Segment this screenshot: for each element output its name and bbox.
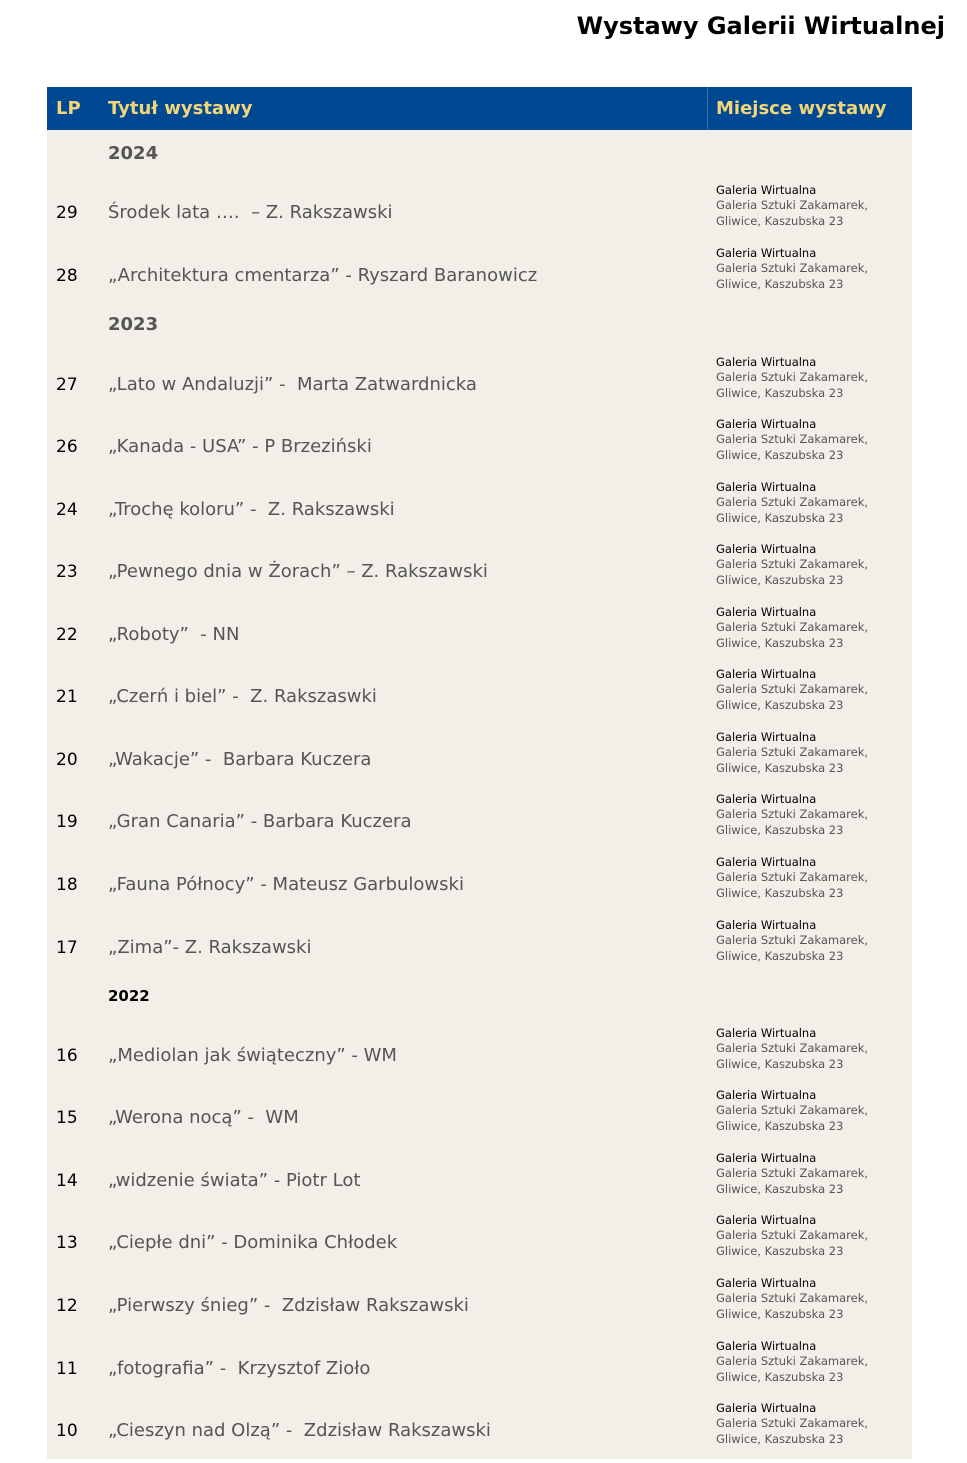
row-lp: 28 — [56, 266, 78, 286]
place-line2: Galeria Sztuki Zakamarek, — [716, 1166, 869, 1181]
place-line1: Galeria Wirtualna — [716, 1276, 817, 1290]
row-lp: 26 — [56, 437, 78, 457]
row-title: „Kanada - USA” - P Brzeziński — [108, 436, 372, 457]
place-line2: Galeria Sztuki Zakamarek, — [716, 261, 869, 276]
place-line1: Galeria Wirtualna — [716, 792, 817, 806]
place-line3: Gliwice, Kaszubska 23 — [716, 1306, 844, 1321]
place-line2: Galeria Sztuki Zakamarek, — [716, 807, 869, 822]
table-row — [47, 1151, 912, 1213]
place-line1: Galeria Wirtualna — [716, 1088, 817, 1102]
place-line2: Galeria Sztuki Zakamarek, — [716, 1041, 869, 1056]
table-row — [47, 855, 912, 917]
table-row — [47, 183, 912, 245]
row-title: „Cieszyn nad Olzą” - Zdzisław Rakszawski — [108, 1420, 491, 1441]
row-place — [716, 1339, 868, 1385]
place-line2: Galeria Sztuki Zakamarek, — [716, 1416, 869, 1431]
row-lp: 22 — [56, 625, 78, 645]
place-line3: Gliwice, Kaszubska 23 — [716, 948, 844, 963]
place-line3: Gliwice, Kaszubska 23 — [716, 822, 844, 837]
place-line1: Galeria Wirtualna — [716, 183, 817, 197]
place-line2: Galeria Sztuki Zakamarek, — [716, 745, 869, 760]
table-row — [47, 918, 912, 980]
table-row — [47, 1026, 912, 1088]
row-title: „fotografia” - Krzysztof Zioło — [108, 1358, 371, 1379]
row-lp: 21 — [56, 687, 78, 707]
year-heading-2022: 2022 — [108, 987, 150, 1005]
place-line2: Galeria Sztuki Zakamarek, — [716, 682, 869, 697]
row-lp: 16 — [56, 1046, 78, 1066]
header-title: Tytuł wystawy — [108, 98, 253, 119]
row-title: „Pewnego dnia w Żorach” – Z. Rakszawski — [108, 561, 488, 582]
place-line1: Galeria Wirtualna — [716, 667, 817, 681]
row-title: Środek lata …. – Z. Rakszawski — [108, 202, 393, 223]
row-place — [716, 417, 868, 463]
row-lp: 17 — [56, 938, 78, 958]
place-line1: Galeria Wirtualna — [716, 918, 817, 932]
place-line1: Galeria Wirtualna — [716, 730, 817, 744]
row-place — [716, 605, 868, 651]
place-line2: Galeria Sztuki Zakamarek, — [716, 557, 869, 572]
row-title: „Mediolan jak świąteczny” - WM — [108, 1045, 397, 1066]
place-line2: Galeria Sztuki Zakamarek, — [716, 870, 869, 885]
year-heading-2023: 2023 — [108, 314, 159, 335]
place-line3: Gliwice, Kaszubska 23 — [716, 1369, 844, 1384]
place-line2: Galeria Sztuki Zakamarek, — [716, 370, 869, 385]
place-line2: Galeria Sztuki Zakamarek, — [716, 1354, 869, 1369]
table-row — [47, 1276, 912, 1338]
place-line3: Gliwice, Kaszubska 23 — [716, 885, 844, 900]
table-row — [47, 1213, 912, 1275]
row-lp: 29 — [56, 203, 78, 223]
row-lp: 15 — [56, 1108, 78, 1128]
place-line3: Gliwice, Kaszubska 23 — [716, 1118, 844, 1133]
place-line2: Galeria Sztuki Zakamarek, — [716, 1103, 869, 1118]
header-lp: LP — [56, 98, 81, 119]
row-title: „Zima”- Z. Rakszawski — [108, 937, 312, 958]
place-line3: Gliwice, Kaszubska 23 — [716, 385, 844, 400]
page-title: Wystawy Galerii Wirtualnej — [576, 12, 945, 40]
row-title: „Czerń i biel” - Z. Rakszaswki — [108, 686, 377, 707]
row-place — [716, 542, 868, 588]
table-row — [47, 1339, 912, 1401]
row-title: „Gran Canaria” - Barbara Kuczera — [108, 811, 412, 832]
row-place — [716, 355, 868, 401]
place-line3: Gliwice, Kaszubska 23 — [716, 1431, 844, 1446]
row-place — [716, 183, 868, 229]
row-title: „Lato w Andaluzji” - Marta Zatwardnicka — [108, 374, 477, 395]
place-line2: Galeria Sztuki Zakamarek, — [716, 1228, 869, 1243]
place-line1: Galeria Wirtualna — [716, 1339, 817, 1353]
row-title: „widzenie świata” - Piotr Lot — [108, 1170, 361, 1191]
table-row — [47, 792, 912, 854]
table-row — [47, 355, 912, 417]
place-line1: Galeria Wirtualna — [716, 1151, 817, 1165]
row-lp: 12 — [56, 1296, 78, 1316]
place-line1: Galeria Wirtualna — [716, 1026, 817, 1040]
row-title: „Pierwszy śnieg” - Zdzisław Rakszawski — [108, 1295, 469, 1316]
table-row — [47, 480, 912, 542]
table-row — [47, 605, 912, 667]
table-row — [47, 1401, 912, 1463]
place-line3: Gliwice, Kaszubska 23 — [716, 447, 844, 462]
row-place — [716, 246, 868, 292]
row-place — [716, 480, 868, 526]
row-place — [716, 1088, 868, 1134]
row-lp: 19 — [56, 812, 78, 832]
table-row — [47, 542, 912, 604]
header-divider — [707, 87, 708, 130]
place-line3: Gliwice, Kaszubska 23 — [716, 635, 844, 650]
row-place — [716, 1026, 868, 1072]
row-title: „Roboty” - NN — [108, 624, 240, 645]
place-line3: Gliwice, Kaszubska 23 — [716, 213, 844, 228]
place-line3: Gliwice, Kaszubska 23 — [716, 697, 844, 712]
place-line1: Galeria Wirtualna — [716, 855, 817, 869]
place-line1: Galeria Wirtualna — [716, 1213, 817, 1227]
row-place — [716, 1401, 868, 1447]
row-title: „Fauna Północy” - Mateusz Garbulowski — [108, 874, 464, 895]
table-row — [47, 1088, 912, 1150]
table-row — [47, 667, 912, 729]
row-title: „Werona nocą” - WM — [108, 1107, 299, 1128]
place-line3: Gliwice, Kaszubska 23 — [716, 1181, 844, 1196]
place-line2: Galeria Sztuki Zakamarek, — [716, 620, 869, 635]
place-line3: Gliwice, Kaszubska 23 — [716, 510, 844, 525]
row-lp: 20 — [56, 750, 78, 770]
row-title: „Architektura cmentarza” - Ryszard Baranowicz — [108, 265, 538, 286]
row-lp: 23 — [56, 562, 78, 582]
row-lp: 10 — [56, 1421, 78, 1441]
row-title: „Wakacje” - Barbara Kuczera — [108, 749, 372, 770]
place-line3: Gliwice, Kaszubska 23 — [716, 572, 844, 587]
place-line1: Galeria Wirtualna — [716, 1401, 817, 1415]
row-title: „Ciepłe dni” - Dominika Chłodek — [108, 1232, 398, 1253]
row-lp: 14 — [56, 1171, 78, 1191]
place-line2: Galeria Sztuki Zakamarek, — [716, 1291, 869, 1306]
place-line1: Galeria Wirtualna — [716, 417, 817, 431]
place-line2: Galeria Sztuki Zakamarek, — [716, 933, 869, 948]
table-row — [47, 417, 912, 479]
row-lp: 24 — [56, 500, 78, 520]
row-title: „Trochę koloru” - Z. Rakszawski — [108, 499, 395, 520]
row-place — [716, 1213, 868, 1259]
row-lp: 18 — [56, 875, 78, 895]
place-line3: Gliwice, Kaszubska 23 — [716, 276, 844, 291]
table-header — [47, 87, 912, 130]
row-place — [716, 1151, 868, 1197]
table-row — [47, 246, 912, 308]
place-line1: Galeria Wirtualna — [716, 246, 817, 260]
place-line1: Galeria Wirtualna — [716, 355, 817, 369]
row-place — [716, 918, 868, 964]
row-lp: 27 — [56, 375, 78, 395]
table-row — [47, 730, 912, 792]
row-place — [716, 1276, 868, 1322]
row-place — [716, 667, 868, 713]
place-line2: Galeria Sztuki Zakamarek, — [716, 495, 869, 510]
place-line1: Galeria Wirtualna — [716, 605, 817, 619]
row-lp: 13 — [56, 1233, 78, 1253]
place-line3: Gliwice, Kaszubska 23 — [716, 1243, 844, 1258]
place-line2: Galeria Sztuki Zakamarek, — [716, 198, 869, 213]
exhibitions-table — [47, 87, 912, 1459]
place-line3: Gliwice, Kaszubska 23 — [716, 1056, 844, 1071]
header-place: Miejsce wystawy — [716, 98, 887, 119]
row-place — [716, 792, 868, 838]
row-place — [716, 730, 868, 776]
row-lp: 11 — [56, 1359, 78, 1379]
place-line1: Galeria Wirtualna — [716, 480, 817, 494]
place-line2: Galeria Sztuki Zakamarek, — [716, 432, 869, 447]
place-line1: Galeria Wirtualna — [716, 542, 817, 556]
row-place — [716, 855, 868, 901]
place-line3: Gliwice, Kaszubska 23 — [716, 760, 844, 775]
year-heading-2024: 2024 — [108, 143, 159, 164]
